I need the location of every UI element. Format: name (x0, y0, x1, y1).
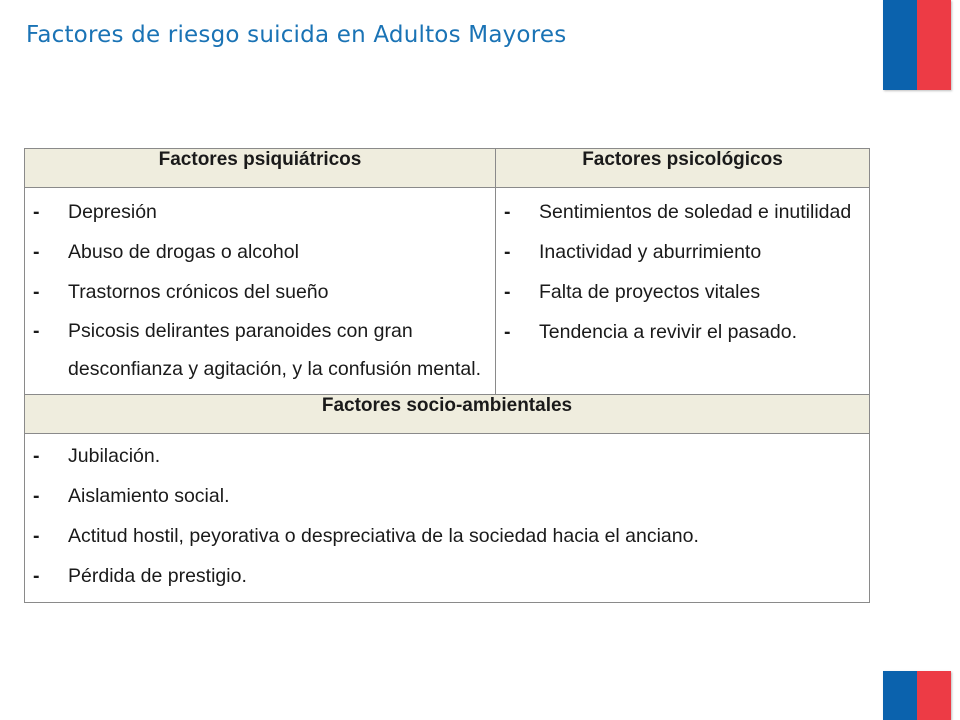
psicologicos-list (496, 188, 869, 358)
flag-blue-stripe (883, 0, 917, 90)
flag-red-stripe (917, 0, 951, 90)
psiquiatricos-cell (25, 188, 496, 395)
psicologicos-cell (496, 188, 870, 395)
list-item: - Psicosis delirantes paranoides con gran desconfianza y agitación, y la confusión mental. (25, 312, 495, 388)
header-psiquiatricos: Factores psiquiátricos (25, 149, 496, 188)
risk-factors-table (24, 148, 870, 603)
list-item: - Aislamiento social. (25, 476, 869, 516)
list-item: - Depresión (25, 192, 495, 232)
page-title: Factores de riesgo suicida en Adultos Mayores (26, 22, 567, 48)
chile-flag-logo-top (883, 0, 951, 90)
list-item: - Falta de proyectos vitales (496, 272, 869, 312)
chile-flag-logo-bottom (883, 671, 951, 720)
header-socio-ambientales: Factores socio-ambientales (25, 395, 870, 434)
list-item: - Pérdida de prestigio. (25, 556, 869, 596)
list-item: - Sentimientos de soledad e inutilidad (496, 192, 869, 232)
list-item: - Tendencia a revivir el pasado. (496, 312, 869, 352)
list-item: - Trastornos crónicos del sueño (25, 272, 495, 312)
list-item: - Jubilación. (25, 436, 869, 476)
list-item: - Abuso de drogas o alcohol (25, 232, 495, 272)
flag-blue-stripe (883, 671, 917, 720)
socio-ambientales-cell (25, 434, 870, 603)
list-item: - Actitud hostil, peyorativa o despreciativa de la sociedad hacia el anciano. (25, 516, 869, 556)
list-item: - Inactividad y aburrimiento (496, 232, 869, 272)
header-psicologicos: Factores psicológicos (496, 149, 870, 188)
socio-ambientales-list (25, 434, 869, 602)
flag-red-stripe (917, 671, 951, 720)
psiquiatricos-list (25, 188, 495, 394)
